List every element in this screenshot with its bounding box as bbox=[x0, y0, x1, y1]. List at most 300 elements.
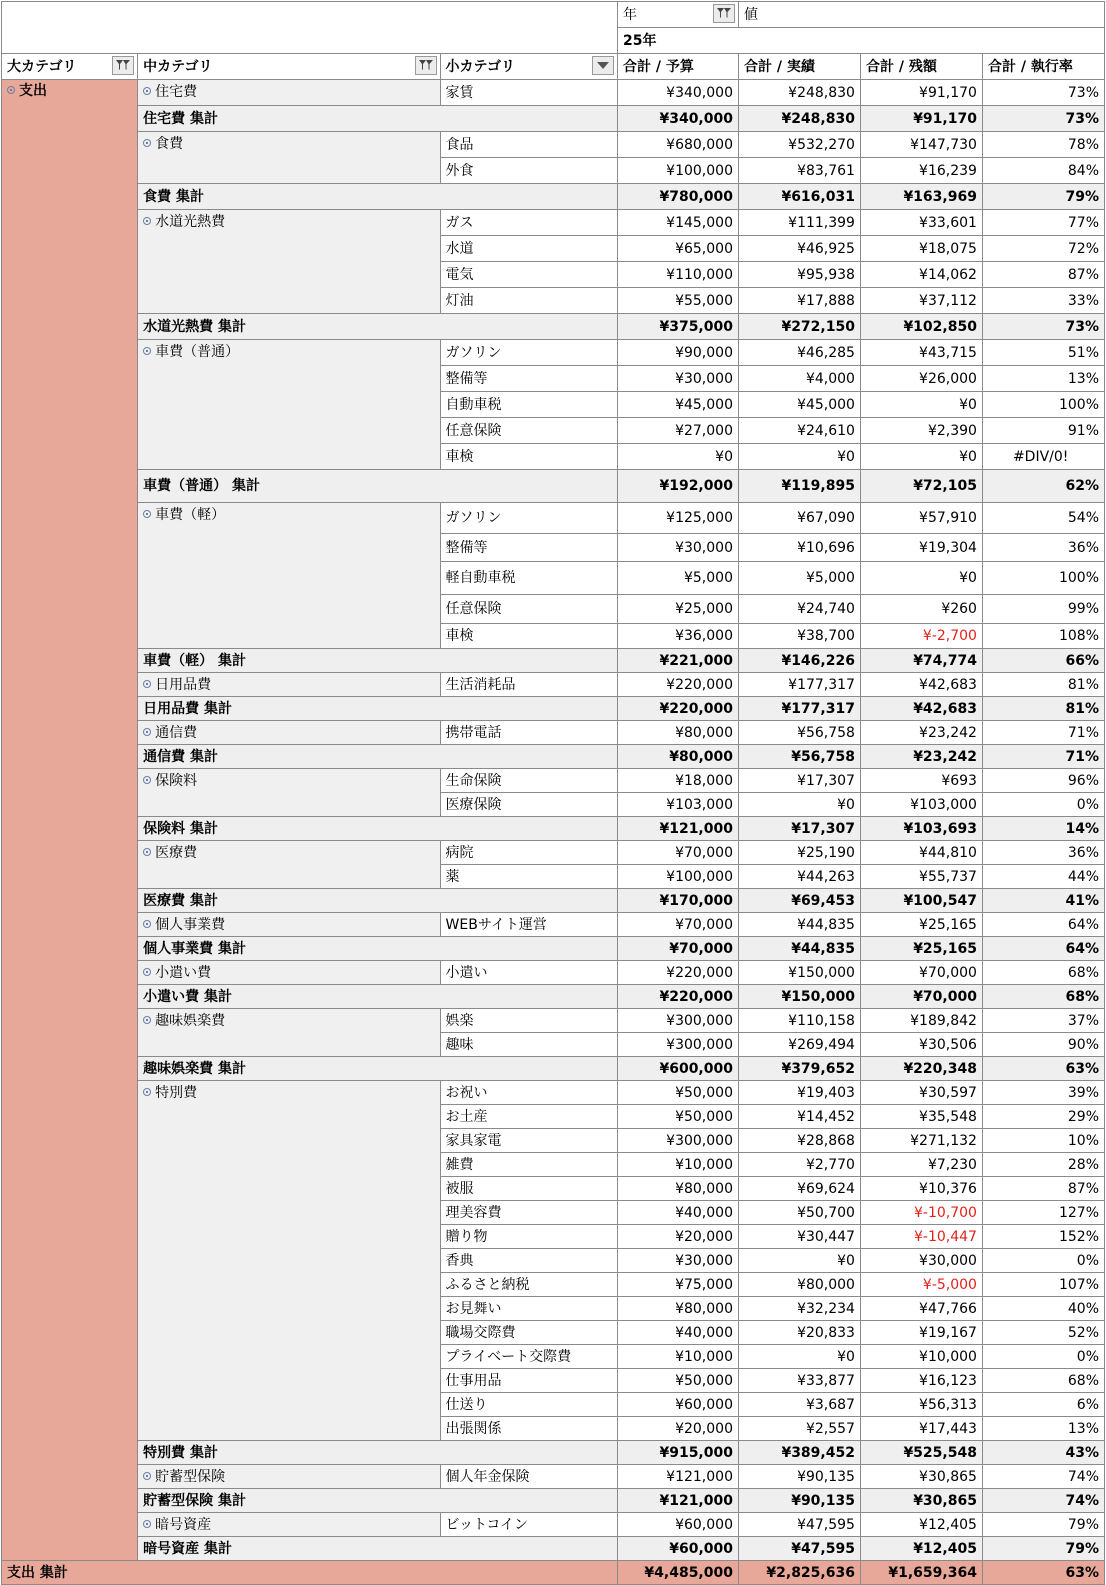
small-category-cell[interactable]: 整備等 bbox=[440, 366, 617, 392]
rate-cell[interactable]: #DIV/0! bbox=[982, 444, 1104, 470]
small-category-cell[interactable]: 灯油 bbox=[440, 288, 617, 314]
small-category-cell[interactable]: WEBサイト運営 bbox=[440, 913, 617, 937]
budget-cell[interactable]: ¥90,000 bbox=[618, 340, 739, 366]
budget-cell[interactable]: ¥75,000 bbox=[618, 1273, 739, 1297]
actual-cell[interactable]: ¥24,610 bbox=[738, 418, 860, 444]
small-category-cell[interactable]: 趣味 bbox=[440, 1033, 617, 1057]
small-category-cell[interactable]: 水道 bbox=[440, 236, 617, 262]
budget-cell[interactable]: ¥80,000 bbox=[618, 1297, 739, 1321]
subtotal-rate[interactable]: 68% bbox=[982, 985, 1104, 1009]
rate-cell[interactable]: 0% bbox=[982, 793, 1104, 817]
actual-cell[interactable]: ¥248,830 bbox=[738, 80, 860, 106]
budget-cell[interactable]: ¥300,000 bbox=[618, 1033, 739, 1057]
budget-cell[interactable]: ¥20,000 bbox=[618, 1225, 739, 1249]
budget-cell[interactable]: ¥50,000 bbox=[618, 1081, 739, 1105]
expand-icon[interactable] bbox=[143, 680, 151, 688]
rate-cell[interactable]: 64% bbox=[982, 913, 1104, 937]
remain-cell[interactable]: ¥55,737 bbox=[860, 865, 982, 889]
remain-cell[interactable]: ¥19,304 bbox=[860, 534, 982, 562]
rate-cell[interactable]: 28% bbox=[982, 1153, 1104, 1177]
actual-cell[interactable]: ¥2,770 bbox=[738, 1153, 860, 1177]
remain-cell[interactable]: ¥16,123 bbox=[860, 1369, 982, 1393]
remain-cell[interactable]: ¥91,170 bbox=[860, 80, 982, 106]
actual-cell[interactable]: ¥0 bbox=[738, 1249, 860, 1273]
mid-category-cell[interactable] bbox=[138, 769, 440, 817]
subtotal-label[interactable]: 住宅費 集計 bbox=[138, 106, 618, 132]
mid-category-cell[interactable] bbox=[138, 210, 440, 314]
budget-cell[interactable]: ¥30,000 bbox=[618, 1249, 739, 1273]
budget-cell[interactable]: ¥10,000 bbox=[618, 1345, 739, 1369]
actual-cell[interactable]: ¥5,000 bbox=[738, 562, 860, 595]
small-category-cell[interactable]: ガソリン bbox=[440, 503, 617, 534]
remain-cell[interactable]: ¥0 bbox=[860, 562, 982, 595]
budget-cell[interactable]: ¥18,000 bbox=[618, 769, 739, 793]
small-category-cell[interactable]: ビットコイン bbox=[440, 1513, 617, 1537]
budget-cell[interactable]: ¥300,000 bbox=[618, 1009, 739, 1033]
subtotal-actual[interactable]: ¥119,895 bbox=[738, 470, 860, 503]
subtotal-actual[interactable]: ¥272,150 bbox=[738, 314, 860, 340]
subtotal-remain[interactable]: ¥220,348 bbox=[860, 1057, 982, 1081]
expand-icon[interactable] bbox=[143, 87, 151, 95]
grand-total-budget[interactable]: ¥4,485,000 bbox=[618, 1561, 739, 1585]
small-category-cell[interactable]: 医療保険 bbox=[440, 793, 617, 817]
actual-cell[interactable]: ¥44,835 bbox=[738, 913, 860, 937]
small-category-cell[interactable]: 任意保険 bbox=[440, 418, 617, 444]
subtotal-label[interactable]: 医療費 集計 bbox=[138, 889, 618, 913]
remain-cell[interactable]: ¥17,443 bbox=[860, 1417, 982, 1441]
actual-cell[interactable]: ¥2,557 bbox=[738, 1417, 860, 1441]
actual-cell[interactable]: ¥17,888 bbox=[738, 288, 860, 314]
expand-icon[interactable] bbox=[143, 217, 151, 225]
expand-icon[interactable] bbox=[143, 1520, 151, 1528]
remain-cell[interactable]: ¥30,597 bbox=[860, 1081, 982, 1105]
subtotal-actual[interactable]: ¥248,830 bbox=[738, 106, 860, 132]
budget-cell[interactable]: ¥20,000 bbox=[618, 1417, 739, 1441]
actual-cell[interactable]: ¥28,868 bbox=[738, 1129, 860, 1153]
subtotal-budget[interactable]: ¥221,000 bbox=[618, 649, 739, 673]
remain-cell[interactable]: ¥30,506 bbox=[860, 1033, 982, 1057]
expand-icon[interactable] bbox=[143, 920, 151, 928]
remain-cell[interactable]: ¥42,683 bbox=[860, 673, 982, 697]
mid-category-cell[interactable] bbox=[138, 673, 440, 697]
budget-cell[interactable]: ¥70,000 bbox=[618, 913, 739, 937]
mid-category-cell[interactable] bbox=[138, 132, 440, 184]
remain-cell[interactable]: ¥693 bbox=[860, 769, 982, 793]
subtotal-label[interactable]: 車費（軽） 集計 bbox=[138, 649, 618, 673]
rate-cell[interactable]: 37% bbox=[982, 1009, 1104, 1033]
budget-cell[interactable]: ¥45,000 bbox=[618, 392, 739, 418]
actual-cell[interactable]: ¥3,687 bbox=[738, 1393, 860, 1417]
budget-cell[interactable]: ¥36,000 bbox=[618, 624, 739, 649]
remain-cell[interactable]: ¥33,601 bbox=[860, 210, 982, 236]
small-category-cell[interactable]: 香典 bbox=[440, 1249, 617, 1273]
rate-cell[interactable]: 84% bbox=[982, 158, 1104, 184]
subtotal-label[interactable]: 趣味娯楽費 集計 bbox=[138, 1057, 618, 1081]
small-category-cell[interactable]: ガス bbox=[440, 210, 617, 236]
small-category-cell[interactable]: 職場交際費 bbox=[440, 1321, 617, 1345]
rate-cell[interactable]: 0% bbox=[982, 1249, 1104, 1273]
subtotal-label[interactable]: 小遣い費 集計 bbox=[138, 985, 618, 1009]
actual-cell[interactable]: ¥32,234 bbox=[738, 1297, 860, 1321]
small-category-cell[interactable]: 家賃 bbox=[440, 80, 617, 106]
subtotal-label[interactable]: 通信費 集計 bbox=[138, 745, 618, 769]
small-category-cell[interactable]: 仕送り bbox=[440, 1393, 617, 1417]
small-category-cell[interactable]: 家具家電 bbox=[440, 1129, 617, 1153]
subtotal-actual[interactable]: ¥17,307 bbox=[738, 817, 860, 841]
budget-cell[interactable]: ¥100,000 bbox=[618, 158, 739, 184]
small-category-cell[interactable]: 娯楽 bbox=[440, 1009, 617, 1033]
actual-cell[interactable]: ¥10,696 bbox=[738, 534, 860, 562]
subtotal-actual[interactable]: ¥69,453 bbox=[738, 889, 860, 913]
subtotal-remain[interactable]: ¥100,547 bbox=[860, 889, 982, 913]
remain-cell[interactable]: ¥7,230 bbox=[860, 1153, 982, 1177]
rate-cell[interactable]: 74% bbox=[982, 1465, 1104, 1489]
small-category-cell[interactable]: お土産 bbox=[440, 1105, 617, 1129]
subtotal-remain[interactable]: ¥163,969 bbox=[860, 184, 982, 210]
budget-cell[interactable]: ¥30,000 bbox=[618, 366, 739, 392]
subtotal-budget[interactable]: ¥121,000 bbox=[618, 1489, 739, 1513]
rate-cell[interactable]: 87% bbox=[982, 1177, 1104, 1201]
budget-cell[interactable]: ¥80,000 bbox=[618, 1177, 739, 1201]
remain-cell[interactable]: ¥26,000 bbox=[860, 366, 982, 392]
subtotal-rate[interactable]: 41% bbox=[982, 889, 1104, 913]
subtotal-remain[interactable]: ¥102,850 bbox=[860, 314, 982, 340]
subtotal-label[interactable]: 車費（普通） 集計 bbox=[138, 470, 618, 503]
expand-icon[interactable] bbox=[143, 968, 151, 976]
remain-cell[interactable]: ¥56,313 bbox=[860, 1393, 982, 1417]
subtotal-budget[interactable]: ¥220,000 bbox=[618, 697, 739, 721]
rate-cell[interactable]: 99% bbox=[982, 595, 1104, 624]
grand-total-label[interactable]: 支出 集計 bbox=[2, 1561, 618, 1585]
rate-cell[interactable]: 72% bbox=[982, 236, 1104, 262]
subtotal-label[interactable]: 貯蓄型保険 集計 bbox=[138, 1489, 618, 1513]
actual-cell[interactable]: ¥110,158 bbox=[738, 1009, 860, 1033]
subtotal-label[interactable]: 水道光熱費 集計 bbox=[138, 314, 618, 340]
subtotal-actual[interactable]: ¥47,595 bbox=[738, 1537, 860, 1561]
small-category-cell[interactable]: 病院 bbox=[440, 841, 617, 865]
subtotal-budget[interactable]: ¥780,000 bbox=[618, 184, 739, 210]
budget-cell[interactable]: ¥25,000 bbox=[618, 595, 739, 624]
expand-icon[interactable] bbox=[143, 848, 151, 856]
subtotal-remain[interactable]: ¥23,242 bbox=[860, 745, 982, 769]
budget-cell[interactable]: ¥121,000 bbox=[618, 1465, 739, 1489]
small-category-cell[interactable]: 生命保険 bbox=[440, 769, 617, 793]
budget-cell[interactable]: ¥50,000 bbox=[618, 1105, 739, 1129]
rate-cell[interactable]: 68% bbox=[982, 1369, 1104, 1393]
subtotal-rate[interactable]: 64% bbox=[982, 937, 1104, 961]
rate-cell[interactable]: 108% bbox=[982, 624, 1104, 649]
mid-category-cell[interactable] bbox=[138, 1081, 440, 1441]
budget-cell[interactable]: ¥145,000 bbox=[618, 210, 739, 236]
expand-icon[interactable] bbox=[143, 1088, 151, 1096]
budget-cell[interactable]: ¥0 bbox=[618, 444, 739, 470]
rate-cell[interactable]: 6% bbox=[982, 1393, 1104, 1417]
rate-cell[interactable]: 44% bbox=[982, 865, 1104, 889]
remain-cell[interactable]: ¥-5,000 bbox=[860, 1273, 982, 1297]
rate-cell[interactable]: 39% bbox=[982, 1081, 1104, 1105]
subtotal-rate[interactable]: 71% bbox=[982, 745, 1104, 769]
rate-cell[interactable]: 91% bbox=[982, 418, 1104, 444]
budget-cell[interactable]: ¥220,000 bbox=[618, 673, 739, 697]
small-category-cell[interactable]: ガソリン bbox=[440, 340, 617, 366]
budget-cell[interactable]: ¥80,000 bbox=[618, 721, 739, 745]
rate-cell[interactable]: 10% bbox=[982, 1129, 1104, 1153]
remain-cell[interactable]: ¥23,242 bbox=[860, 721, 982, 745]
subtotal-budget[interactable]: ¥121,000 bbox=[618, 817, 739, 841]
actual-cell[interactable]: ¥56,758 bbox=[738, 721, 860, 745]
actual-cell[interactable]: ¥44,263 bbox=[738, 865, 860, 889]
subtotal-actual[interactable]: ¥56,758 bbox=[738, 745, 860, 769]
expand-icon[interactable] bbox=[143, 728, 151, 736]
rate-cell[interactable]: 107% bbox=[982, 1273, 1104, 1297]
small-category-cell[interactable]: 仕事用品 bbox=[440, 1369, 617, 1393]
actual-cell[interactable]: ¥4,000 bbox=[738, 366, 860, 392]
actual-cell[interactable]: ¥20,833 bbox=[738, 1321, 860, 1345]
small-category-cell[interactable]: 任意保険 bbox=[440, 595, 617, 624]
expand-icon[interactable] bbox=[7, 86, 15, 94]
actual-cell[interactable]: ¥111,399 bbox=[738, 210, 860, 236]
actual-cell[interactable]: ¥47,595 bbox=[738, 1513, 860, 1537]
mid-category-filter-button[interactable] bbox=[415, 56, 437, 75]
remain-cell[interactable]: ¥260 bbox=[860, 595, 982, 624]
subtotal-rate[interactable]: 81% bbox=[982, 697, 1104, 721]
actual-cell[interactable]: ¥269,494 bbox=[738, 1033, 860, 1057]
small-category-cell[interactable]: 生活消耗品 bbox=[440, 673, 617, 697]
subtotal-remain[interactable]: ¥525,548 bbox=[860, 1441, 982, 1465]
remain-cell[interactable]: ¥0 bbox=[860, 392, 982, 418]
subtotal-rate[interactable]: 74% bbox=[982, 1489, 1104, 1513]
budget-cell[interactable]: ¥55,000 bbox=[618, 288, 739, 314]
budget-cell[interactable]: ¥40,000 bbox=[618, 1321, 739, 1345]
actual-cell[interactable]: ¥46,925 bbox=[738, 236, 860, 262]
subtotal-rate[interactable]: 63% bbox=[982, 1057, 1104, 1081]
small-category-cell[interactable]: 小遣い bbox=[440, 961, 617, 985]
budget-cell[interactable]: ¥680,000 bbox=[618, 132, 739, 158]
actual-cell[interactable]: ¥95,938 bbox=[738, 262, 860, 288]
remain-cell[interactable]: ¥37,112 bbox=[860, 288, 982, 314]
remain-cell[interactable]: ¥103,000 bbox=[860, 793, 982, 817]
remain-cell[interactable]: ¥189,842 bbox=[860, 1009, 982, 1033]
subtotal-budget[interactable]: ¥80,000 bbox=[618, 745, 739, 769]
expand-icon[interactable] bbox=[143, 776, 151, 784]
small-category-cell[interactable]: 被服 bbox=[440, 1177, 617, 1201]
remain-cell[interactable]: ¥10,376 bbox=[860, 1177, 982, 1201]
subtotal-rate[interactable]: 62% bbox=[982, 470, 1104, 503]
subtotal-actual[interactable]: ¥146,226 bbox=[738, 649, 860, 673]
subtotal-remain[interactable]: ¥74,774 bbox=[860, 649, 982, 673]
small-category-cell[interactable]: 車検 bbox=[440, 444, 617, 470]
small-category-cell[interactable]: 電気 bbox=[440, 262, 617, 288]
mid-category-cell[interactable] bbox=[138, 721, 440, 745]
rate-cell[interactable]: 152% bbox=[982, 1225, 1104, 1249]
rate-cell[interactable]: 51% bbox=[982, 340, 1104, 366]
small-category-cell[interactable]: 雑費 bbox=[440, 1153, 617, 1177]
remain-cell[interactable]: ¥0 bbox=[860, 444, 982, 470]
subtotal-rate[interactable]: 43% bbox=[982, 1441, 1104, 1465]
small-category-dropdown-button[interactable] bbox=[592, 56, 614, 75]
grand-total-remain[interactable]: ¥1,659,364 bbox=[860, 1561, 982, 1585]
subtotal-remain[interactable]: ¥91,170 bbox=[860, 106, 982, 132]
remain-cell[interactable]: ¥-10,447 bbox=[860, 1225, 982, 1249]
rate-cell[interactable]: 29% bbox=[982, 1105, 1104, 1129]
small-category-cell[interactable]: 薬 bbox=[440, 865, 617, 889]
remain-cell[interactable]: ¥147,730 bbox=[860, 132, 982, 158]
remain-cell[interactable]: ¥30,865 bbox=[860, 1465, 982, 1489]
large-category-cell[interactable] bbox=[2, 80, 138, 1561]
budget-cell[interactable]: ¥30,000 bbox=[618, 534, 739, 562]
subtotal-budget[interactable]: ¥60,000 bbox=[618, 1537, 739, 1561]
budget-cell[interactable]: ¥70,000 bbox=[618, 841, 739, 865]
actual-cell[interactable]: ¥0 bbox=[738, 1345, 860, 1369]
subtotal-budget[interactable]: ¥220,000 bbox=[618, 985, 739, 1009]
rate-cell[interactable]: 13% bbox=[982, 1417, 1104, 1441]
mid-category-cell[interactable] bbox=[138, 503, 440, 649]
actual-cell[interactable]: ¥46,285 bbox=[738, 340, 860, 366]
remain-cell[interactable]: ¥30,000 bbox=[860, 1249, 982, 1273]
rate-cell[interactable]: 40% bbox=[982, 1297, 1104, 1321]
subtotal-actual[interactable]: ¥616,031 bbox=[738, 184, 860, 210]
actual-cell[interactable]: ¥83,761 bbox=[738, 158, 860, 184]
rate-cell[interactable]: 52% bbox=[982, 1321, 1104, 1345]
remain-cell[interactable]: ¥14,062 bbox=[860, 262, 982, 288]
budget-cell[interactable]: ¥65,000 bbox=[618, 236, 739, 262]
remain-cell[interactable]: ¥271,132 bbox=[860, 1129, 982, 1153]
subtotal-budget[interactable]: ¥340,000 bbox=[618, 106, 739, 132]
subtotal-remain[interactable]: ¥12,405 bbox=[860, 1537, 982, 1561]
subtotal-remain[interactable]: ¥70,000 bbox=[860, 985, 982, 1009]
mid-category-cell[interactable] bbox=[138, 961, 440, 985]
actual-cell[interactable]: ¥67,090 bbox=[738, 503, 860, 534]
rate-cell[interactable]: 0% bbox=[982, 1345, 1104, 1369]
expand-icon[interactable] bbox=[143, 347, 151, 355]
actual-cell[interactable]: ¥17,307 bbox=[738, 769, 860, 793]
subtotal-actual[interactable]: ¥90,135 bbox=[738, 1489, 860, 1513]
subtotal-label[interactable]: 特別費 集計 bbox=[138, 1441, 618, 1465]
remain-cell[interactable]: ¥2,390 bbox=[860, 418, 982, 444]
rate-cell[interactable]: 79% bbox=[982, 1513, 1104, 1537]
budget-cell[interactable]: ¥10,000 bbox=[618, 1153, 739, 1177]
small-category-cell[interactable]: お祝い bbox=[440, 1081, 617, 1105]
rate-cell[interactable]: 87% bbox=[982, 262, 1104, 288]
small-category-cell[interactable]: 贈り物 bbox=[440, 1225, 617, 1249]
expand-icon[interactable] bbox=[143, 139, 151, 147]
subtotal-budget[interactable]: ¥375,000 bbox=[618, 314, 739, 340]
small-category-cell[interactable]: 個人年金保険 bbox=[440, 1465, 617, 1489]
rate-cell[interactable]: 90% bbox=[982, 1033, 1104, 1057]
mid-category-cell[interactable] bbox=[138, 1465, 440, 1489]
mid-category-cell[interactable] bbox=[138, 1513, 440, 1537]
subtotal-remain[interactable]: ¥42,683 bbox=[860, 697, 982, 721]
actual-cell[interactable]: ¥19,403 bbox=[738, 1081, 860, 1105]
subtotal-remain[interactable]: ¥30,865 bbox=[860, 1489, 982, 1513]
remain-cell[interactable]: ¥12,405 bbox=[860, 1513, 982, 1537]
small-category-cell[interactable]: お見舞い bbox=[440, 1297, 617, 1321]
budget-cell[interactable]: ¥125,000 bbox=[618, 503, 739, 534]
budget-cell[interactable]: ¥103,000 bbox=[618, 793, 739, 817]
remain-cell[interactable]: ¥19,167 bbox=[860, 1321, 982, 1345]
small-category-cell[interactable]: 整備等 bbox=[440, 534, 617, 562]
actual-cell[interactable]: ¥50,700 bbox=[738, 1201, 860, 1225]
grand-total-rate[interactable]: 63% bbox=[982, 1561, 1104, 1585]
small-category-cell[interactable]: 外食 bbox=[440, 158, 617, 184]
subtotal-rate[interactable]: 73% bbox=[982, 314, 1104, 340]
budget-cell[interactable]: ¥27,000 bbox=[618, 418, 739, 444]
remain-cell[interactable]: ¥18,075 bbox=[860, 236, 982, 262]
subtotal-rate[interactable]: 79% bbox=[982, 184, 1104, 210]
rate-cell[interactable]: 100% bbox=[982, 562, 1104, 595]
subtotal-label[interactable]: 保険料 集計 bbox=[138, 817, 618, 841]
actual-cell[interactable]: ¥0 bbox=[738, 444, 860, 470]
subtotal-rate[interactable]: 73% bbox=[982, 106, 1104, 132]
actual-cell[interactable]: ¥0 bbox=[738, 793, 860, 817]
rate-cell[interactable]: 36% bbox=[982, 534, 1104, 562]
subtotal-actual[interactable]: ¥44,835 bbox=[738, 937, 860, 961]
subtotal-remain[interactable]: ¥72,105 bbox=[860, 470, 982, 503]
remain-cell[interactable]: ¥35,548 bbox=[860, 1105, 982, 1129]
rate-cell[interactable]: 36% bbox=[982, 841, 1104, 865]
expand-icon[interactable] bbox=[143, 1472, 151, 1480]
subtotal-label[interactable]: 食費 集計 bbox=[138, 184, 618, 210]
small-category-cell[interactable]: 食品 bbox=[440, 132, 617, 158]
actual-cell[interactable]: ¥33,877 bbox=[738, 1369, 860, 1393]
rate-cell[interactable]: 127% bbox=[982, 1201, 1104, 1225]
small-category-cell[interactable]: ふるさと納税 bbox=[440, 1273, 617, 1297]
actual-cell[interactable]: ¥25,190 bbox=[738, 841, 860, 865]
actual-cell[interactable]: ¥69,624 bbox=[738, 1177, 860, 1201]
actual-cell[interactable]: ¥38,700 bbox=[738, 624, 860, 649]
year-filter-button[interactable] bbox=[713, 4, 735, 23]
actual-cell[interactable]: ¥24,740 bbox=[738, 595, 860, 624]
rate-cell[interactable]: 54% bbox=[982, 503, 1104, 534]
large-category-filter-button[interactable] bbox=[112, 56, 134, 75]
subtotal-label[interactable]: 暗号資産 集計 bbox=[138, 1537, 618, 1561]
rate-cell[interactable]: 81% bbox=[982, 673, 1104, 697]
rate-cell[interactable]: 71% bbox=[982, 721, 1104, 745]
rate-cell[interactable]: 68% bbox=[982, 961, 1104, 985]
budget-cell[interactable]: ¥50,000 bbox=[618, 1369, 739, 1393]
subtotal-rate[interactable]: 66% bbox=[982, 649, 1104, 673]
budget-cell[interactable]: ¥100,000 bbox=[618, 865, 739, 889]
rate-cell[interactable]: 78% bbox=[982, 132, 1104, 158]
remain-cell[interactable]: ¥25,165 bbox=[860, 913, 982, 937]
subtotal-budget[interactable]: ¥170,000 bbox=[618, 889, 739, 913]
actual-cell[interactable]: ¥80,000 bbox=[738, 1273, 860, 1297]
actual-cell[interactable]: ¥30,447 bbox=[738, 1225, 860, 1249]
small-category-cell[interactable]: 出張関係 bbox=[440, 1417, 617, 1441]
rate-cell[interactable]: 13% bbox=[982, 366, 1104, 392]
grand-total-actual[interactable]: ¥2,825,636 bbox=[738, 1561, 860, 1585]
actual-cell[interactable]: ¥14,452 bbox=[738, 1105, 860, 1129]
subtotal-remain[interactable]: ¥25,165 bbox=[860, 937, 982, 961]
subtotal-budget[interactable]: ¥915,000 bbox=[618, 1441, 739, 1465]
subtotal-actual[interactable]: ¥389,452 bbox=[738, 1441, 860, 1465]
small-category-cell[interactable]: 車検 bbox=[440, 624, 617, 649]
small-category-cell[interactable]: 理美容費 bbox=[440, 1201, 617, 1225]
small-category-cell[interactable]: 軽自動車税 bbox=[440, 562, 617, 595]
mid-category-cell[interactable] bbox=[138, 841, 440, 889]
remain-cell[interactable]: ¥43,715 bbox=[860, 340, 982, 366]
rate-cell[interactable]: 33% bbox=[982, 288, 1104, 314]
actual-cell[interactable]: ¥45,000 bbox=[738, 392, 860, 418]
actual-cell[interactable]: ¥177,317 bbox=[738, 673, 860, 697]
mid-category-cell[interactable] bbox=[138, 80, 440, 106]
budget-cell[interactable]: ¥340,000 bbox=[618, 80, 739, 106]
remain-cell[interactable]: ¥-2,700 bbox=[860, 624, 982, 649]
remain-cell[interactable]: ¥16,239 bbox=[860, 158, 982, 184]
remain-cell[interactable]: ¥47,766 bbox=[860, 1297, 982, 1321]
budget-cell[interactable]: ¥40,000 bbox=[618, 1201, 739, 1225]
actual-cell[interactable]: ¥532,270 bbox=[738, 132, 860, 158]
